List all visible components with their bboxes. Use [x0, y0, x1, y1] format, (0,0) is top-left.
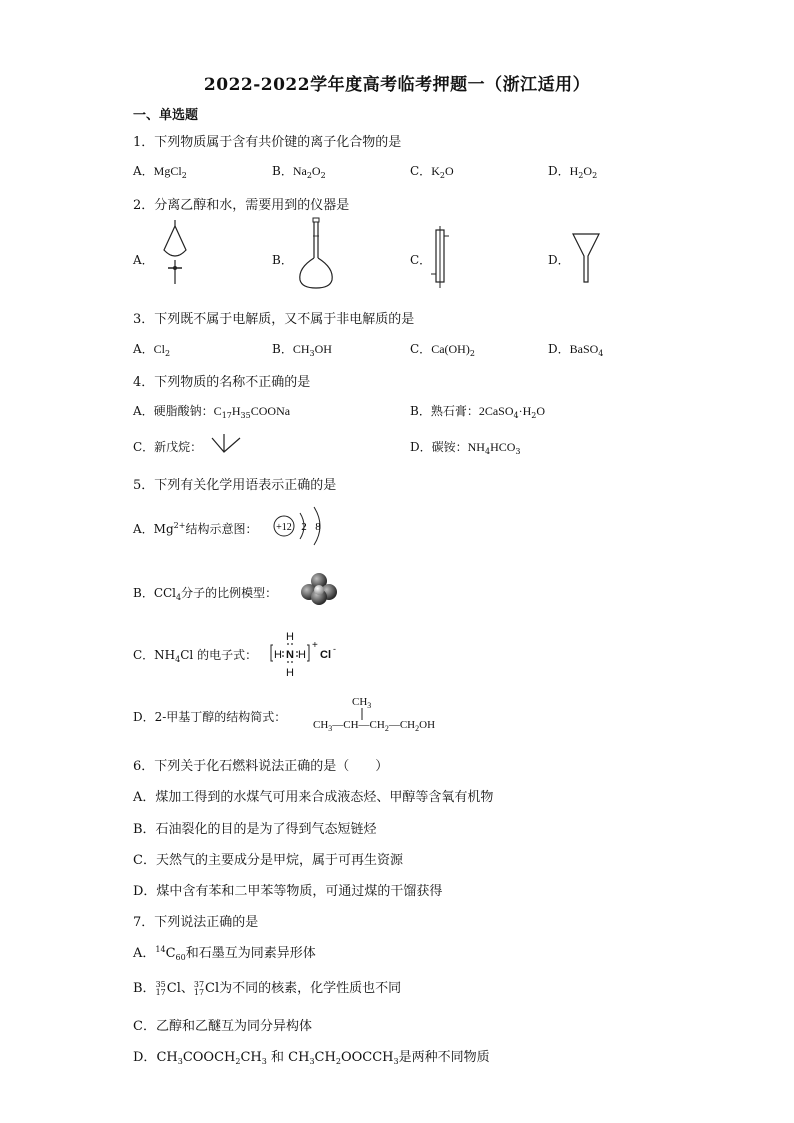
q5-option-a[interactable]: A．$Mg^{2+}$结构示意图： [133, 521, 258, 536]
q4-option-a[interactable]: A．硬脂酸钠：$C_{17}H_{35}COONa$ [133, 404, 291, 420]
methyl-branch-label: $CH_3$ [352, 696, 372, 710]
q2-option-d[interactable]: D． [548, 253, 570, 267]
volumetric-flask-icon [296, 218, 336, 290]
question-7-stem: 7．下列说法正确的是 [133, 915, 259, 930]
funnel-icon [571, 232, 601, 284]
svg-text:Cl: Cl [320, 649, 331, 661]
q3-option-c[interactable]: C．$Ca(OH)_2$ [410, 342, 475, 358]
q3-option-a[interactable]: A．$Cl_2$ [133, 342, 171, 358]
question-6-stem: 6．下列关于化石燃料说法正确的是（ ） [133, 759, 389, 774]
q7-option-a[interactable]: A．$^{14}C_{60}$和石墨互为同素异形体 [133, 945, 316, 962]
shell-1-count: 2 [301, 521, 307, 533]
q4-option-c[interactable]: C．新戊烷： [133, 440, 203, 454]
question-2-stem: 2．分离乙醇和水，需要用到的仪器是 [133, 198, 350, 213]
q3-option-d[interactable]: D．BaSO$_4$ [548, 342, 604, 358]
q5-option-b[interactable]: B．CCl$_4$分子的比例模型： [133, 586, 278, 602]
shell-2-count: 8 [315, 521, 321, 533]
q4-option-d[interactable]: D．碳铵：$NH_4HCO_3$ [410, 440, 521, 456]
ccl4-space-filling-model-icon [300, 572, 338, 606]
svg-text:H: H [286, 667, 294, 679]
q1-option-c[interactable]: C．$K_2O$ [410, 164, 454, 180]
2-methylbutanol-structure: $CH_3—CH—CH_2—CH_2OH$ [313, 719, 436, 733]
q2-option-a[interactable]: A． [133, 253, 154, 267]
section-heading: 一、单选题 [133, 108, 199, 123]
q6-option-c[interactable]: C．天然气的主要成分是甲烷，属于可再生资源 [133, 853, 403, 868]
q7-option-d[interactable]: D．$CH_3COOCH_2CH_3$ 和 $CH_3CH_2OOCCH_3$是两种不同物质 [133, 1050, 490, 1066]
svg-text:-: - [333, 644, 336, 654]
q6-option-d[interactable]: D．煤中含有苯和二甲苯等物质，可通过煤的干馏获得 [133, 884, 443, 899]
svg-text:H: H [286, 631, 294, 643]
question-4-stem: 4．下列物质的名称不正确的是 [133, 375, 311, 390]
question-1-stem: 1．下列物质属于含有共价键的离子化合物的是 [133, 135, 402, 150]
svg-text:H: H [298, 649, 306, 661]
q7-option-b[interactable]: B． 35 17 Cl、 37 17 Cl为不同的核素，化学性质也不同 [133, 979, 402, 997]
q1-option-a[interactable]: A．MgCl$_2$ [133, 164, 187, 180]
nh4cl-electron-formula [270, 628, 356, 678]
q7-option-c[interactable]: C．乙醇和乙醚互为同分异构体 [133, 1019, 312, 1034]
q6-option-a[interactable]: A．煤加工得到的水煤气可用来合成液态烃、甲醇等含氧有机物 [133, 790, 494, 805]
svg-text:N: N [286, 649, 294, 661]
svg-text:H: H [274, 649, 282, 661]
neopentane-skeletal-icon [210, 432, 246, 456]
nucleus-charge: +12 [276, 522, 292, 533]
mg-ion-structure-diagram [272, 503, 332, 549]
q3-option-b[interactable]: B．$CH_3OH$ [272, 342, 332, 358]
q1-option-d[interactable]: D．$H_2O_2$ [548, 164, 598, 180]
page-title: 2022-2022学年度高考临考押题一（浙江适用） [203, 75, 591, 95]
q6-option-b[interactable]: B．石油裂化的目的是为了得到气态短链烃 [133, 822, 377, 837]
question-3-stem: 3．下列既不属于电解质，又不属于非电解质的是 [133, 312, 415, 327]
q1-option-b[interactable]: B．$Na_2O_2$ [272, 164, 326, 180]
question-5-stem: 5．下列有关化学用语表示正确的是 [133, 478, 337, 493]
q2-option-b[interactable]: B． [272, 253, 293, 267]
condenser-icon [430, 226, 450, 288]
q2-option-c[interactable]: C． [410, 253, 432, 267]
separatory-funnel-icon [160, 220, 190, 290]
q5-option-d[interactable]: D．2-甲基丁醇的结构简式： [133, 710, 287, 724]
q4-option-b[interactable]: B．熟石膏：$2CaSO_4\cdot H_2O$ [410, 404, 546, 420]
q5-option-c[interactable]: C．$NH_4Cl$ 的电子式： [133, 648, 258, 664]
svg-text:+: + [312, 640, 318, 651]
